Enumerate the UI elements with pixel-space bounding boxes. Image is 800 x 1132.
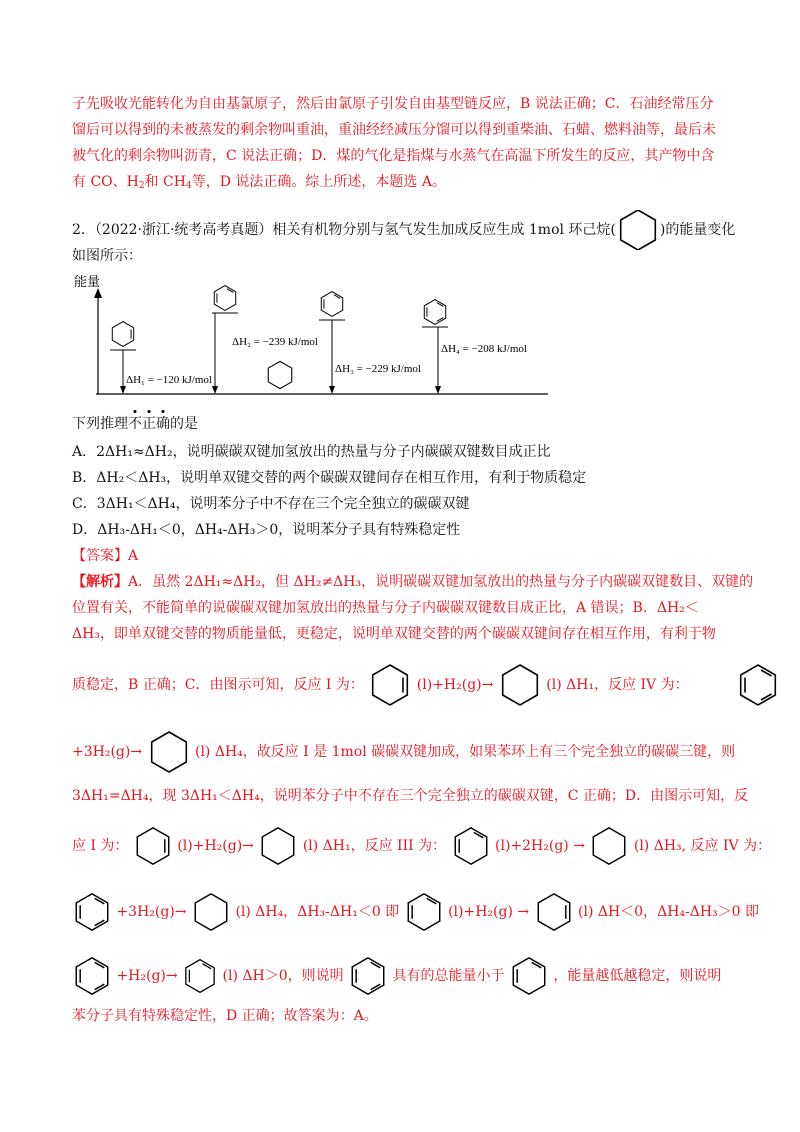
cyclohexadiene-icon [509, 956, 549, 996]
emphasis-dot [162, 410, 165, 413]
h2-subscript: 2 [138, 181, 145, 191]
energy-diagram [70, 272, 560, 400]
line8-text-d: (l) ΔH＜0，ΔH₄-ΔH₃＞0 即 [578, 904, 760, 920]
line5-text-a: +3H₂(g)→ [72, 744, 143, 760]
line8-text-c: (l)+H₂(g) → [448, 904, 530, 920]
dh1-label: ΔH₁ = −120 kJ/mol [126, 374, 212, 386]
line4-text-a: 质稳定，B 正确；C．由图示可知，反应 I 为： [72, 677, 364, 693]
line9-text-c: 具有的总能量小于 [392, 968, 505, 984]
cyclohexane-icon [498, 663, 542, 707]
line7-text-a: 应 I 为： [72, 838, 129, 854]
emphasis-dot [134, 410, 137, 413]
line7-text-b: (l)+H₂(g)→ [177, 838, 254, 854]
stem-c: 的是 [170, 416, 198, 432]
explanation-line-10: 苯分子具有特殊稳定性，D 正确；故答案为：A。 [72, 1008, 378, 1024]
cyclohexadiene-icon [404, 892, 444, 932]
dh3-label: ΔH₃ = −229 kJ/mol [335, 363, 421, 375]
arrow-dh3-head [329, 386, 335, 394]
arrow-dh4-head [435, 386, 441, 394]
cyclohexadiene-icon [451, 826, 491, 866]
ch4-subscript: 4 [185, 181, 192, 191]
explanation-line-6: 3ΔH₁=ΔH₄，现 3ΔH₁＜ΔH₄，说明苯分子中不存在三个完全独立的碳碳双键，C 正确；D．由图示可知，反 [72, 788, 749, 804]
line4-text-b: (l)+H₂(g)→ [416, 677, 494, 693]
question-stem [72, 414, 198, 434]
question-intro-cont: 如图所示： [72, 248, 142, 264]
question-intro-line [72, 210, 735, 250]
prev-text-line-2: 馏后可以得到的未被蒸发的剩余物叫重油，重油经经减压分馏可以得到重柴油、石蜡、燃料油等，最后未 [72, 122, 716, 138]
cyclohexane-icon [191, 892, 231, 932]
prev-text-line-4 [72, 172, 446, 192]
explanation-line-4 [72, 660, 783, 710]
conjugated-diene-icon [321, 292, 342, 317]
line7-text-c: (l) ΔH₁，反应 III 为： [302, 838, 447, 854]
benzene-icon [348, 956, 388, 996]
arrow-dh2-head [212, 386, 218, 394]
y-axis-arrow [94, 288, 102, 298]
explanation-text-1: A．虽然 2ΔH₁≈ΔH₂，但 ΔH₂≠ΔH₃，说明碳碳双键加氢放出的热量与分子内碳碳双键数目、双键的 [128, 574, 754, 590]
cyclohexane-icon [616, 210, 660, 250]
stem-b: 不正确 [128, 416, 170, 432]
line9-text-a: +H₂(g)→ [116, 968, 178, 984]
cyclohexene-icon [534, 892, 574, 932]
explanation-line-1 [72, 572, 753, 592]
answer-label: 【答案】A [72, 548, 139, 564]
explanation-line-8 [72, 892, 759, 932]
line8-text-a: +3H₂(g)→ [116, 904, 187, 920]
cyclohexane-product-icon [268, 361, 292, 388]
option-c: C．3ΔH₁＜ΔH₄，说明苯分子中不存在三个完全独立的碳碳双键 [72, 496, 470, 512]
explanation-label: 【解析】 [72, 574, 128, 590]
cyclohexadiene-icon [214, 286, 235, 311]
option-a: A．2ΔH₁≈ΔH₂，说明碳碳双键加氢放出的热量与分子内碳碳双键数目成正比 [72, 444, 551, 460]
arrow-dh1-head [120, 386, 126, 394]
line8-text-b: (l) ΔH₄，ΔH₃-ΔH₁＜0 即 [235, 904, 400, 920]
line5-text-b: (l) ΔH₄，故反应 I 是 1mol 碳碳双键加成，如果苯环上有三个完全独立的碳碳三键，则 [194, 744, 736, 760]
line7-text-d: (l)+2H₂(g) → [495, 838, 585, 854]
line9-text-b: (l) ΔH＞0，则说明 [222, 968, 344, 984]
cyclohexene-icon [112, 322, 133, 347]
explanation-line-3: ΔH₃，即单双键交替的物质能量低，更稳定，说明单双键交替的两个碳碳双键间存在相互作用，有利于物 [72, 626, 716, 642]
prev-text-c: 和 CH [144, 174, 186, 190]
question-intro-a: 2．（2022·浙江·统考高考真题）相关有机物分别与氢气发生加成反应生成 1mol 环己烷( [72, 222, 616, 238]
benzene-icon [733, 660, 783, 710]
prev-text-a: 有 CO、H [72, 174, 139, 190]
benzene-icon [72, 892, 112, 932]
benzene-icon [72, 956, 112, 996]
option-d: D．ΔH₃-ΔH₁＜0，ΔH₄-ΔH₃＞0，说明苯分子具有特殊稳定性 [72, 522, 461, 538]
cyclohexene-icon [368, 663, 412, 707]
line9-text-d: ，能量越低越稳定，则说明 [553, 968, 722, 984]
question-intro-b: )的能量变化 [659, 222, 736, 238]
explanation-line-2: 位置有关，不能简单的说碳碳双键加氢放出的热量与分子内碳碳双键数目成正比，A 错误；B．ΔH₂＜ [72, 600, 699, 616]
option-b: B．ΔH₂＜ΔH₃，说明单双键交替的两个碳碳双键间存在相互作用，有利于物质稳定 [72, 470, 587, 486]
explanation-line-9 [72, 956, 721, 996]
dh4-label: ΔH₄ = −208 kJ/mol [441, 343, 527, 355]
line4-text-c: (l) ΔH₁，反应 IV 为： [546, 677, 689, 693]
explanation-line-7 [72, 826, 771, 866]
cyclohexene-icon [133, 826, 173, 866]
stem-emphasis [128, 416, 170, 432]
prev-text-line-1: 子先吸收光能转化为自由基氯原子，然后由氯原子引发自由基型链反应，B 说法正确；C．石油经常压分 [72, 96, 714, 112]
emphasis-dot [148, 410, 151, 413]
cyclohexane-icon [258, 826, 298, 866]
stem-a: 下列推理 [72, 416, 128, 432]
prev-text-e: 等，D 说法正确。综上所述，本题选 A。 [191, 174, 446, 190]
cyclohexane-icon [589, 826, 629, 866]
line7-text-e: (l) ΔH₃, 反应 IV 为： [633, 838, 772, 854]
cyclohexane-icon [147, 730, 191, 774]
explanation-line-5 [72, 730, 735, 774]
cyclohexadiene-icon [182, 958, 218, 994]
benzene-icon [424, 300, 445, 325]
prev-text-line-3: 被气化的剩余物叫沥青，C 说法正确；D．煤的气化是指煤与水蒸气在高温下所发生的反应，其产物中含 [72, 148, 715, 164]
diagram-y-label: 能量 [74, 274, 101, 289]
dh2-label: ΔH₂ = −239 kJ/mol [232, 336, 318, 348]
